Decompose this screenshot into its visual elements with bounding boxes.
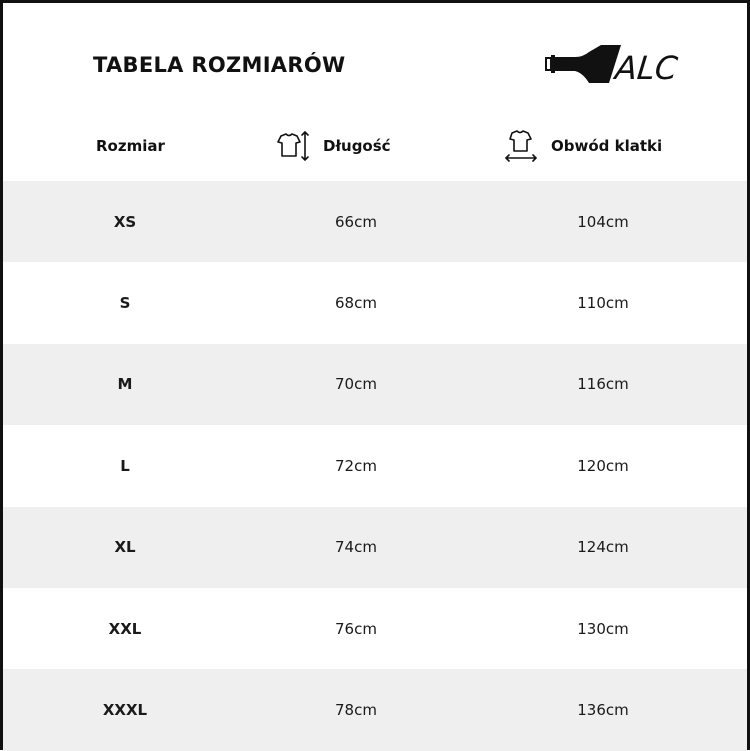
size-cell: S: [119, 294, 131, 313]
header-length-label: Długość: [323, 137, 391, 155]
header-chest: [503, 113, 662, 179]
header-size: [96, 113, 165, 179]
chest-cell: 104cm: [577, 212, 629, 231]
table-row: [3, 425, 747, 506]
table-row: [3, 262, 747, 343]
chest-cell: 130cm: [577, 619, 629, 638]
header-length: [275, 113, 391, 179]
length-cell: 76cm: [335, 619, 377, 638]
length-cell: 78cm: [335, 701, 377, 720]
length-cell: 70cm: [335, 375, 377, 394]
chest-cell: 116cm: [577, 375, 629, 394]
table-row: [3, 507, 747, 588]
size-cell: XS: [113, 212, 137, 231]
bottle-icon: [545, 45, 621, 83]
size-cell: XL: [114, 538, 136, 557]
chest-cell: 110cm: [577, 294, 629, 313]
tshirt-length-icon: [275, 130, 311, 162]
chest-cell: 120cm: [577, 456, 629, 475]
length-cell: 74cm: [335, 538, 377, 557]
brand-logo: [543, 43, 680, 87]
length-cell: 68cm: [335, 294, 377, 313]
chest-cell: 136cm: [577, 701, 629, 720]
table-row: [3, 181, 747, 262]
size-cell: XXL: [108, 619, 142, 638]
size-cell: M: [117, 375, 133, 394]
chest-cell: 124cm: [577, 538, 629, 557]
length-cell: 66cm: [335, 212, 377, 231]
table-row: [3, 669, 747, 750]
tshirt-chest-icon: [503, 129, 539, 163]
size-cell: L: [120, 456, 130, 475]
table-row: [3, 344, 747, 425]
logo-text: ALC: [613, 49, 680, 87]
length-cell: 72cm: [335, 456, 377, 475]
header-chest-label: Obwód klatki: [551, 137, 663, 155]
chart-title: TABELA ROZMIARÓW: [93, 53, 346, 77]
table-header: [3, 113, 747, 179]
header-size-label: Rozmiar: [96, 137, 165, 155]
table-body: [3, 181, 747, 751]
table-row: [3, 588, 747, 669]
size-cell: XXXL: [102, 701, 148, 720]
